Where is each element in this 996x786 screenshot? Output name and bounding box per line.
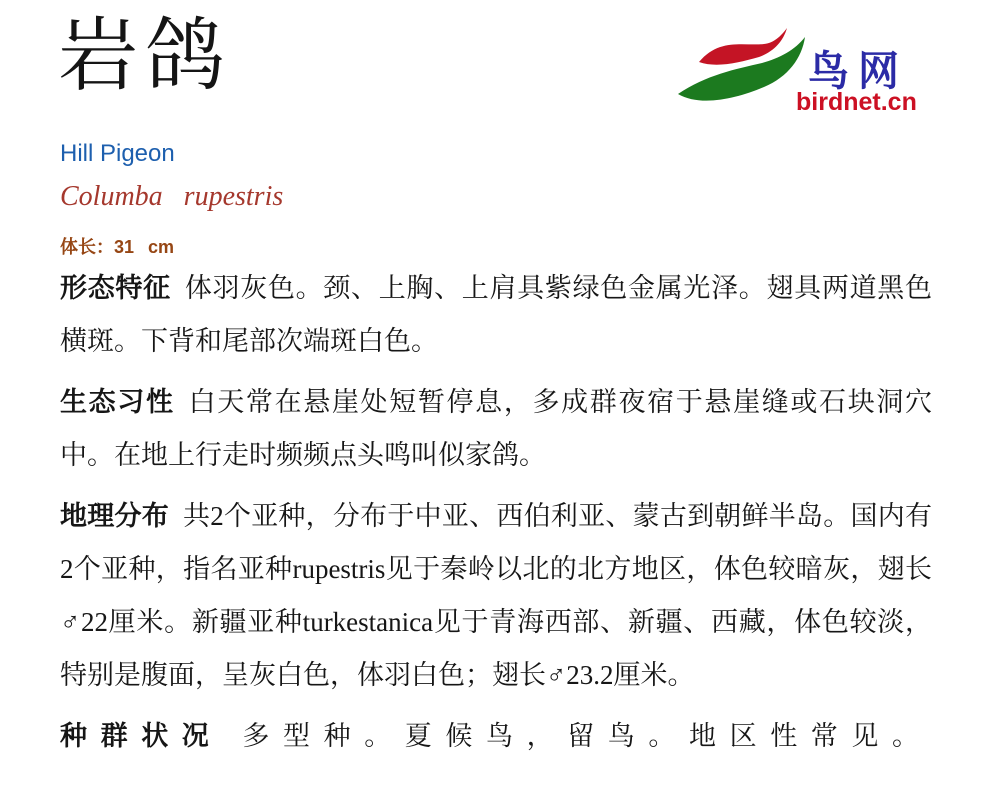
section-heading: 种群状况 <box>60 721 223 751</box>
logo-site-name: 鸟网 <box>808 48 908 94</box>
english-name: Hill Pigeon <box>60 140 175 167</box>
section-morphology <box>60 262 932 368</box>
body-length-value: 体长：31 <box>60 237 135 257</box>
article-body <box>60 262 932 771</box>
section-text: 体羽灰色。颈、上胸、上肩具紫绿色金属光泽。翅具两道黑色横斑。下背和尾部次端斑白色。 <box>60 273 933 356</box>
section-text: 白天常在悬崖处短暂停息，多成群夜宿于悬崖缝或石块洞穴中。在地上行走时频频点头鸣叫似家鸽。 <box>60 387 933 470</box>
section-heading: 地理分布 <box>60 501 169 531</box>
section-text: 共2个亚种，分布于中亚、西伯利亚、蒙古到朝鲜半岛。国内有2个亚种，指名亚种rupestris见于秦岭以北的北方地区，体色较暗灰，翅长♂22厘米。新疆亚种turkestanica见于青海西部、新疆、西藏，体色较淡，特别是腹面，呈灰白色，体羽白色；翅长♂23.2厘米。 <box>60 501 932 690</box>
section-population <box>60 710 932 763</box>
latin-name: Columba rupestris <box>60 181 284 212</box>
section-heading: 形态特征 <box>60 273 171 303</box>
section-ecology <box>60 376 932 482</box>
logo-site-url: birdnet.cn <box>796 88 917 116</box>
section-heading: 生态习性 <box>60 387 175 417</box>
page-title: 岩鸽 <box>58 11 232 100</box>
birdnet-logo <box>674 18 986 130</box>
section-distribution <box>60 490 932 702</box>
section-text: 多型种。夏候鸟，留鸟。地区性常见。 <box>242 721 933 751</box>
body-length <box>60 233 174 259</box>
body-length-unit: cm <box>148 237 175 257</box>
